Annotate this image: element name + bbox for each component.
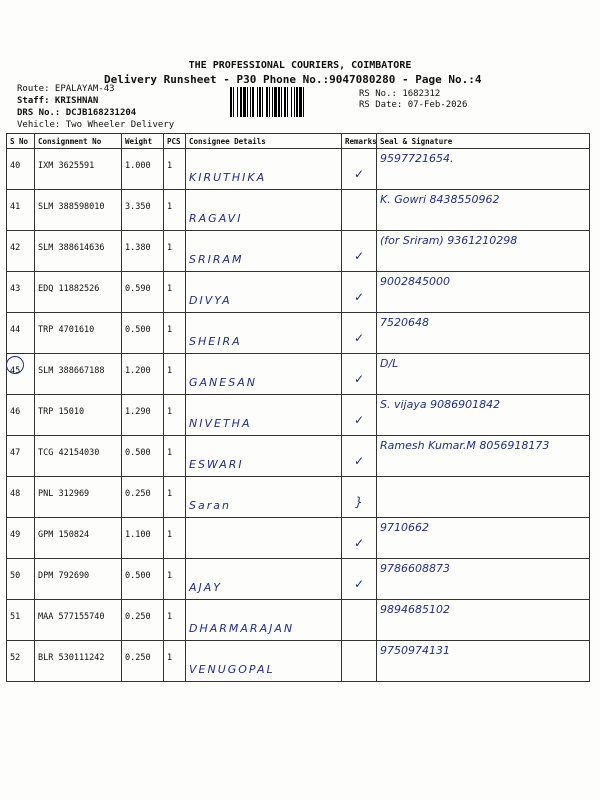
cell-sno: 52 xyxy=(7,641,35,682)
cell-remark: ✓ xyxy=(342,518,377,559)
cell-sno: 42 xyxy=(7,231,35,272)
cell-pcs: 1 xyxy=(164,313,186,354)
cell-pcs: 1 xyxy=(164,190,186,231)
cell-signature: D/L xyxy=(377,354,590,395)
cell-consignee: DHARMARAJAN xyxy=(186,600,342,641)
cell-signature: 7520648 xyxy=(377,313,590,354)
cell-sno: 43 xyxy=(7,272,35,313)
cell-consignment-no: TRP 4701610 xyxy=(35,313,122,354)
company-title: THE PROFESSIONAL COURIERS, COIMBATORE xyxy=(188,60,412,71)
table-row xyxy=(7,149,590,190)
cell-consignee: Saran xyxy=(186,477,342,518)
cell-consignee: AJAY xyxy=(186,559,342,600)
table-row xyxy=(7,190,590,231)
cell-pcs: 1 xyxy=(164,518,186,559)
table-row xyxy=(7,641,590,682)
staff: Staff: KRISHNAN xyxy=(17,96,99,106)
cell-remark: ✓ xyxy=(342,436,377,477)
cell-remark: ✓ xyxy=(342,395,377,436)
cell-weight: 0.250 xyxy=(122,641,164,682)
cell-consignment-no: DPM 792690 xyxy=(35,559,122,600)
cell-consignment-no: SLM 388667188 xyxy=(35,354,122,395)
cell-weight: 1.100 xyxy=(122,518,164,559)
cell-pcs: 1 xyxy=(164,436,186,477)
cell-consignee: GANESAN xyxy=(186,354,342,395)
cell-weight: 1.290 xyxy=(122,395,164,436)
runsheet-subtitle: Delivery Runsheet - P30 Phone No.:9047080280 - Page No.:4 xyxy=(104,73,482,86)
cell-weight: 0.250 xyxy=(122,477,164,518)
cell-consignment-no: TCG 42154030 xyxy=(35,436,122,477)
cell-signature xyxy=(377,477,590,518)
table-header-row xyxy=(7,134,590,149)
cell-consignment-no: PNL 312969 xyxy=(35,477,122,518)
cell-consignee: ESWARI xyxy=(186,436,342,477)
table-row xyxy=(7,395,590,436)
col-sno: S No xyxy=(7,134,35,149)
table-row xyxy=(7,600,590,641)
barcode-image xyxy=(230,87,355,117)
table-row xyxy=(7,354,590,395)
cell-weight: 0.500 xyxy=(122,313,164,354)
cell-sno: 41 xyxy=(7,190,35,231)
cell-weight: 0.500 xyxy=(122,559,164,600)
cell-weight: 0.500 xyxy=(122,436,164,477)
cell-consignment-no: SLM 388614636 xyxy=(35,231,122,272)
table-row xyxy=(7,436,590,477)
cell-pcs: 1 xyxy=(164,149,186,190)
table-row xyxy=(7,518,590,559)
cell-weight: 1.380 xyxy=(122,231,164,272)
cell-signature: 9002845000 xyxy=(377,272,590,313)
col-remarks: Remarks xyxy=(342,134,377,149)
cell-remark: ✓ xyxy=(342,231,377,272)
route: Route: EPALAYAM-43 xyxy=(17,84,115,94)
cell-weight: 0.590 xyxy=(122,272,164,313)
cell-consignee: KIRUTHIKA xyxy=(186,149,342,190)
drs-number: DRS No.: DCJB168231204 xyxy=(17,108,137,118)
cell-sno: 45 xyxy=(7,354,35,395)
cell-consignee: RAGAVI xyxy=(186,190,342,231)
cell-signature: Ramesh Kumar.M 8056918173 xyxy=(377,436,590,477)
cell-consignment-no: EDQ 11882526 xyxy=(35,272,122,313)
cell-signature: 9710662 xyxy=(377,518,590,559)
cell-consignee: VENUGOPAL xyxy=(186,641,342,682)
cell-signature: S. vijaya 9086901842 xyxy=(377,395,590,436)
runsheet-table xyxy=(6,133,590,682)
cell-pcs: 1 xyxy=(164,477,186,518)
cell-pcs: 1 xyxy=(164,354,186,395)
table-row xyxy=(7,477,590,518)
cell-pcs: 1 xyxy=(164,231,186,272)
cell-weight: 1.000 xyxy=(122,149,164,190)
cell-remark xyxy=(342,600,377,641)
cell-remark: ✓ xyxy=(342,272,377,313)
cell-signature: K. Gowri 8438550962 xyxy=(377,190,590,231)
cell-remark: ✓ xyxy=(342,354,377,395)
rs-date: RS Date: 07-Feb-2026 xyxy=(359,100,468,110)
table-row xyxy=(7,272,590,313)
cell-signature: 9597721654. xyxy=(377,149,590,190)
cell-remark: ✓ xyxy=(342,149,377,190)
cell-weight: 0.250 xyxy=(122,600,164,641)
cell-remark xyxy=(342,190,377,231)
ink-circle-mark xyxy=(6,356,24,374)
cell-consignment-no: GPM 150824 xyxy=(35,518,122,559)
cell-pcs: 1 xyxy=(164,641,186,682)
cell-weight: 3.350 xyxy=(122,190,164,231)
cell-consignment-no: IXM 3625591 xyxy=(35,149,122,190)
cell-remark: ✓ xyxy=(342,313,377,354)
cell-pcs: 1 xyxy=(164,395,186,436)
cell-pcs: 1 xyxy=(164,559,186,600)
col-consignee: Consignee Details xyxy=(186,134,342,149)
cell-signature: 9894685102 xyxy=(377,600,590,641)
cell-remark xyxy=(342,641,377,682)
table-row xyxy=(7,559,590,600)
cell-consignment-no: MAA 577155740 xyxy=(35,600,122,641)
col-pcs: PCS xyxy=(164,134,186,149)
cell-signature: 9786608873 xyxy=(377,559,590,600)
cell-remark: } xyxy=(342,477,377,518)
col-weight: Weight xyxy=(122,134,164,149)
cell-pcs: 1 xyxy=(164,272,186,313)
rs-number: RS No.: 1682312 xyxy=(359,89,441,99)
cell-consignee: SHEIRA xyxy=(186,313,342,354)
table-row xyxy=(7,313,590,354)
cell-remark: ✓ xyxy=(342,559,377,600)
cell-sno: 48 xyxy=(7,477,35,518)
cell-consignment-no: BLR 530111242 xyxy=(35,641,122,682)
cell-consignee: SRIRAM xyxy=(186,231,342,272)
table-row xyxy=(7,231,590,272)
cell-consignee: NIVETHA xyxy=(186,395,342,436)
vehicle: Vehicle: Two Wheeler Delivery xyxy=(17,120,175,130)
cell-sno: 40 xyxy=(7,149,35,190)
cell-weight: 1.200 xyxy=(122,354,164,395)
cell-pcs: 1 xyxy=(164,600,186,641)
cell-sno: 51 xyxy=(7,600,35,641)
col-signature: Seal & Signature xyxy=(377,134,590,149)
cell-consignee xyxy=(186,518,342,559)
cell-consignment-no: SLM 388598010 xyxy=(35,190,122,231)
cell-signature: 9750974131 xyxy=(377,641,590,682)
cell-sno: 44 xyxy=(7,313,35,354)
cell-sno: 49 xyxy=(7,518,35,559)
cell-consignment-no: TRP 15010 xyxy=(35,395,122,436)
cell-sno: 46 xyxy=(7,395,35,436)
cell-signature: (for Sriram) 9361210298 xyxy=(377,231,590,272)
cell-sno: 47 xyxy=(7,436,35,477)
cell-sno: 50 xyxy=(7,559,35,600)
col-consignment: Consignment No xyxy=(35,134,122,149)
cell-consignee: DIVYA xyxy=(186,272,342,313)
